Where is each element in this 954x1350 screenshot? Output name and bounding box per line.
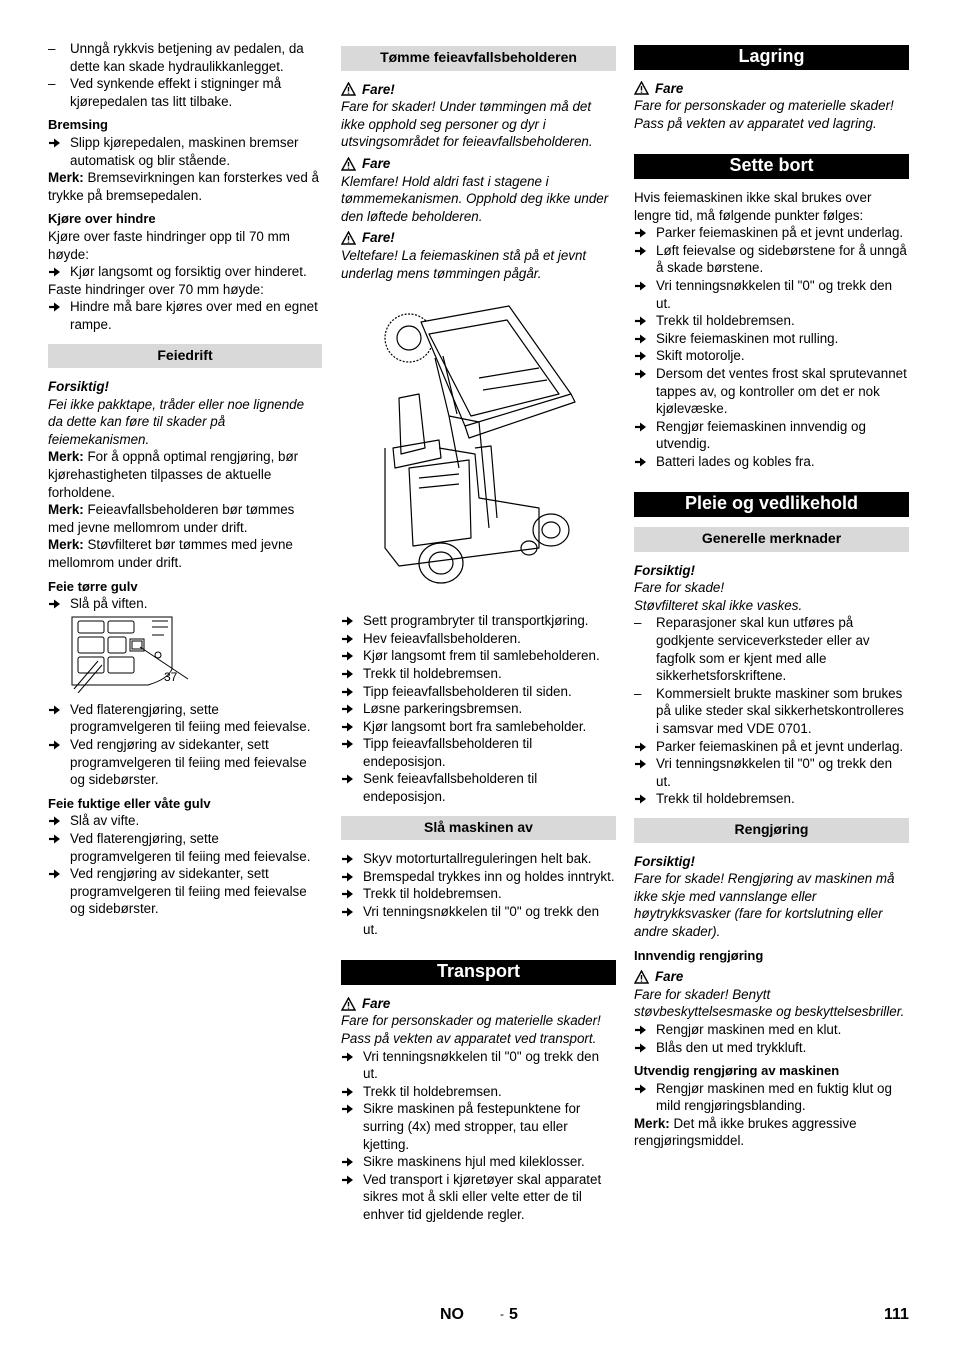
warning-text: Fare for personskader og materielle skader! Pass på vekten av apparatet ved lagring.	[634, 98, 894, 131]
warning: Fare	[341, 995, 616, 1013]
paragraph: Hvis feiemaskinen ikke skal brukes over lengre tid, må følgende punkter følges:	[634, 189, 872, 223]
arrow-right-icon	[48, 865, 64, 885]
list-item: Slå på viften.	[48, 595, 322, 613]
caution-label: Forsiktig!	[634, 853, 696, 869]
list-item: Batteri lades og kobles fra.	[634, 453, 909, 471]
list-item: Kjør langsomt og forsiktig over hinderet.	[48, 263, 322, 281]
arrow-right-icon	[48, 701, 64, 721]
list-item: – Kommersielt brukte maskiner som brukes på ulike steder skal sikkerhetskontrolleres i samsvar med VDE 0701.	[634, 685, 904, 736]
page-footer	[0, 1306, 954, 1330]
list-item: Rengjør feiemaskinen innvendig og utvendig.	[634, 418, 909, 453]
list-item: Skyv motorturtallreguleringen helt bak.	[341, 850, 616, 868]
subheading-innvendig: Innvendig rengjøring	[634, 947, 764, 963]
step-list	[341, 612, 616, 806]
caution-text: Støvfilteret skal ikke vaskes.	[634, 597, 803, 613]
warning-triangle-icon	[341, 157, 356, 171]
caution-text: Fare for skade! Rengjøring av maskinen må ikke skje med vannslange eller høytrykksvasker (fare for kortslutning eller andre skader).	[634, 871, 895, 939]
note: Merk: Bremsevirkningen kan forsterkes ved å trykke på bremsepedalen.	[48, 170, 319, 203]
section-heading-rengjoring: Rengjøring	[634, 818, 909, 843]
subheading-bremsing: Bremsing	[48, 117, 108, 133]
list-item: Tipp feieavfallsbeholderen til siden.	[341, 683, 616, 701]
warning: Fare	[341, 155, 616, 173]
list-item: Sikre feiemaskinen mot rulling.	[634, 330, 909, 348]
list-item: Trekk til holdebremsen.	[634, 312, 909, 330]
section-heading-sla-av: Slå maskinen av	[341, 816, 616, 841]
control-panel-illustration	[68, 615, 208, 693]
list-item: Parker feiemaskinen på et jevnt underlag.	[634, 224, 909, 242]
figure-label: 37	[164, 669, 178, 684]
list-item: Rengjør maskinen med en fuktig klut og mild rengjøringsblanding.	[634, 1080, 909, 1115]
arrow-right-icon	[48, 263, 64, 283]
list-item: Sikre maskinens hjul med kileklosser.	[341, 1153, 616, 1171]
arrow-right-icon	[634, 790, 650, 810]
list-item: Tipp feieavfallsbeholderen til endeposisjon.	[341, 735, 616, 770]
list-item: Slå av vifte.	[48, 812, 322, 830]
caution-text: Fei ikke pakktape, tråder eller noe lignende da dette kan føre til skader på feiemekanismen.	[48, 396, 305, 447]
list-item: Kjør langsomt bort fra samlebeholder.	[341, 718, 616, 736]
section-heading-generelle: Generelle merknader	[634, 527, 909, 552]
warning-triangle-icon	[634, 81, 649, 95]
warning-text: Klemfare! Hold aldri fast i stagene i tømmemekanismen. Opphold deg ikke under den løftede beholderen.	[341, 173, 609, 224]
list-item: Vri tenningsnøkkelen til "0" og trekk den ut.	[341, 1048, 616, 1083]
subheading-torre-gulv: Feie tørre gulv	[48, 578, 138, 594]
page-number: 111	[884, 1306, 909, 1323]
list-item: Hev feieavfallsbeholderen.	[341, 630, 616, 648]
list-item: Parker feiemaskinen på et jevnt underlag.	[634, 738, 909, 756]
arrow-right-icon	[48, 595, 64, 615]
list-item: Senk feieavfallsbeholderen til endeposisjon.	[341, 770, 616, 805]
caution-text: Fare for skade!	[634, 580, 725, 596]
arrow-right-icon	[341, 1048, 357, 1068]
list-item: Rengjør maskinen med en klut.	[634, 1021, 909, 1039]
arrow-right-icon	[634, 453, 650, 473]
list-item: Trekk til holdebremsen.	[341, 665, 616, 683]
list-item: – Reparasjoner skal kun utføres på godkjente serviceverksteder eller av fagfolk som er kjent med alle sikkerhetsforskriftene.	[634, 615, 870, 684]
arrow-right-icon	[634, 418, 650, 438]
section-heading-sette-bort: Sette bort	[634, 154, 909, 179]
section-heading-tomme: Tømme feieavfallsbeholderen	[341, 46, 616, 71]
arrow-right-icon	[634, 365, 650, 385]
subheading-hindre: Kjøre over hindre	[48, 211, 156, 227]
section-heading-feiedrift: Feiedrift	[48, 344, 322, 369]
footer-language: NO	[440, 1306, 464, 1323]
note: Merk: Støvfilteret bør tømmes med jevne mellomrom under drift.	[48, 537, 293, 571]
note: Merk: For å oppnå optimal rengjøring, bør kjørehastigheten tilpasses de aktuelle forholdene.	[48, 449, 299, 500]
list-item: Løsne parkeringsbremsen.	[341, 700, 616, 718]
list-item: Vri tenningsnøkkelen til "0" og trekk den ut.	[634, 755, 909, 790]
list-item: Sikre maskinen på festepunktene for surring (4x) med stropper, tau eller kjetting.	[341, 1100, 616, 1153]
list-item: Skift motorolje.	[634, 347, 909, 365]
list-item: Ved flaterengjøring, sette programvelgeren til feiing med feievalse.	[48, 830, 322, 865]
warning-text: Fare for personskader og materielle skader! Pass på vekten av apparatet ved transport.	[341, 1013, 601, 1046]
warning-triangle-icon	[634, 970, 649, 984]
note: Merk: Det må ikke brukes aggressive rengjøringsmiddel.	[634, 1115, 857, 1149]
warning: Fare!	[341, 81, 616, 99]
arrow-right-icon	[634, 1080, 650, 1100]
dash-marker: –	[48, 41, 56, 56]
list-item: Slipp kjørepedalen, maskinen bremser automatisk og blir stående.	[48, 134, 322, 169]
list-item: Ved flaterengjøring, sette programvelgeren til feiing med feievalse.	[48, 701, 322, 736]
warning-text: Veltefare! La feiemaskinen stå på et jevnt underlag mens tømmingen pågår.	[341, 247, 587, 281]
list-item: Blås den ut med trykkluft.	[634, 1039, 909, 1057]
subheading-utvendig: Utvendig rengjøring av maskinen	[634, 1063, 840, 1079]
list-item: Ved transport i kjøretøyer skal apparatet sikres mot å skli eller velte etter de til enhver tid gjeldende regler.	[341, 1171, 616, 1224]
list-item: Hindre må bare kjøres over med en egnet rampe.	[48, 298, 322, 333]
arrow-right-icon	[48, 298, 64, 318]
arrow-right-icon	[634, 277, 650, 297]
section-heading-pleie: Pleie og vedlikehold	[634, 492, 909, 517]
arrow-right-icon	[341, 735, 357, 755]
section-heading-transport: Transport	[341, 960, 616, 985]
warning-triangle-icon	[341, 231, 356, 245]
list-item: Trekk til holdebremsen.	[634, 790, 909, 808]
arrow-right-icon	[341, 770, 357, 790]
section-heading-lagring: Lagring	[634, 45, 909, 70]
arrow-right-icon	[341, 903, 357, 923]
list-item: Kjør langsomt frem til samlebeholderen.	[341, 647, 616, 665]
list-item: Bremspedal trykkes inn og holdes inntrykt.	[341, 868, 616, 886]
list-item: Sett programbryter til transportkjøring.	[341, 612, 616, 630]
sweeper-dumping-illustration	[379, 298, 579, 598]
arrow-right-icon	[634, 1039, 650, 1059]
control-panel-figure	[68, 615, 322, 695]
list-item: Ved rengjøring av sidekanter, sett programvelgeren til feiing med feievalse og sidebørster.	[48, 865, 322, 918]
list-item: Vri tenningsnøkkelen til "0" og trekk den ut.	[341, 903, 616, 938]
arrow-right-icon	[48, 134, 64, 154]
arrow-right-icon	[634, 242, 650, 262]
warning-text: Fare for skader! Benytt støvbeskyttelsesmaske og beskyttelsesbriller.	[634, 986, 905, 1020]
arrow-right-icon	[48, 736, 64, 756]
sweeper-illustration	[341, 298, 616, 598]
column-middle	[341, 40, 616, 1224]
list-item: Ved rengjøring av sidekanter, sett programvelgeren til feiing med feievalse og sidebørster.	[48, 736, 322, 789]
footer-dash: -	[500, 1307, 504, 1321]
caution-label: Forsiktig!	[48, 379, 110, 395]
caution-label: Forsiktig!	[634, 562, 696, 578]
warning-text: Fare for skader! Under tømmingen må det ikke opphold seg personer og dyr i utsvingsområdet for feieavfallsbeholderen.	[341, 99, 593, 150]
list-item: Dersom det ventes frost skal sprutevannet tappes av, og kontroller om det er nok kjølevæske.	[634, 365, 909, 418]
paragraph: Kjøre over faste hindringer opp til 70 mm høyde:	[48, 228, 290, 262]
arrow-right-icon	[634, 755, 650, 775]
warning-triangle-icon	[341, 997, 356, 1011]
dash-marker: –	[634, 685, 642, 701]
list-item: Trekk til holdebremsen.	[341, 1083, 616, 1101]
list-item: Løft feievalse og sidebørstene for å unngå å skade børstene.	[634, 242, 909, 277]
warning-triangle-icon	[341, 82, 356, 96]
column-right	[634, 40, 909, 1150]
note: Merk: Feieavfallsbeholderen bør tømmes med jevne mellomrom under drift.	[48, 502, 295, 535]
list-item: – Ved synkende effekt i stigninger må kjørepedalen tas litt tilbake.	[48, 76, 282, 109]
arrow-right-icon	[341, 1100, 357, 1120]
dash-marker: –	[634, 615, 642, 631]
warning: Fare!	[341, 229, 616, 247]
warning: Fare	[634, 968, 909, 986]
paragraph: Faste hindringer over 70 mm høyde:	[48, 281, 264, 297]
subheading-vate-gulv: Feie fuktige eller våte gulv	[48, 795, 211, 811]
warning: Fare	[634, 80, 909, 98]
column-left	[48, 40, 322, 918]
footer-section-number: 5	[509, 1306, 518, 1323]
arrow-right-icon	[48, 830, 64, 850]
list-item: Vri tenningsnøkkelen til "0" og trekk den ut.	[634, 277, 909, 312]
list-item: – Unngå rykkvis betjening av pedalen, da dette kan skade hydraulikkanlegget.	[48, 41, 304, 74]
dash-marker: –	[48, 76, 56, 92]
arrow-right-icon	[341, 1171, 357, 1191]
list-item: Trekk til holdebremsen.	[341, 885, 616, 903]
